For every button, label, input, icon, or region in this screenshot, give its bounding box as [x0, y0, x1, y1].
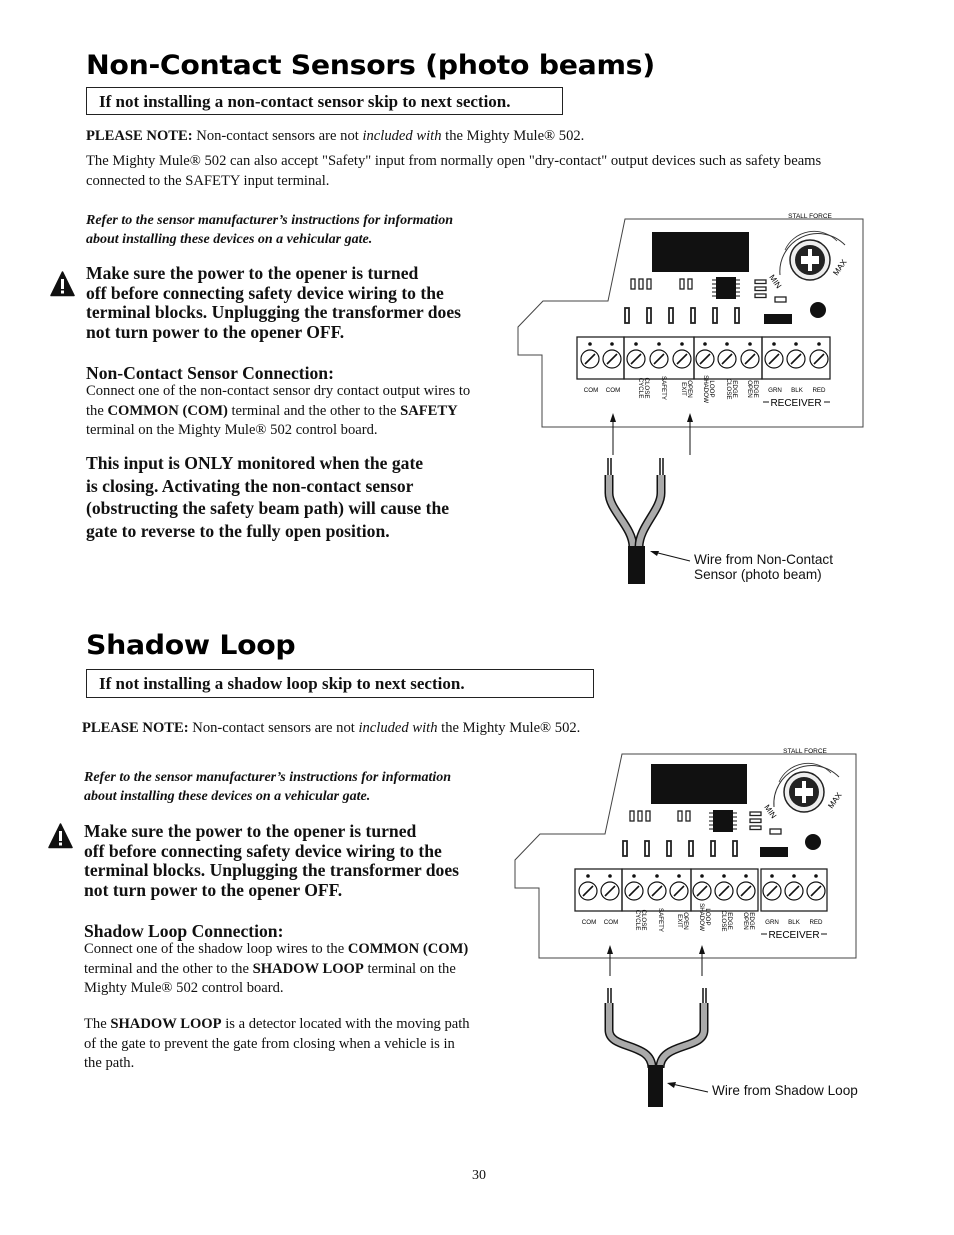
com-label: COM	[583, 387, 599, 394]
cycle-close-label: CYCLE	[637, 377, 644, 399]
cable-1	[608, 458, 663, 547]
min-label: MIN	[767, 272, 784, 291]
terminal-labels	[582, 903, 823, 932]
connection-line: terminal on the Mighty Mule® 502 control board.	[86, 422, 378, 438]
please-note-italic: included with	[358, 720, 438, 736]
stall-force-label: STALL FORCE	[783, 748, 827, 755]
shadow-loop-label: LOOP	[704, 908, 711, 926]
max-label: MAX	[831, 257, 849, 278]
connection-line: Connect one of the non-contact sensor dry contact output wires to	[86, 383, 471, 399]
shadow-loop-label: SHADOW	[702, 375, 709, 403]
shadow-loop-label: LOOP	[708, 380, 715, 398]
connection-heading: Shadow Loop Connection:	[84, 921, 284, 941]
cable-jacket	[648, 1065, 663, 1107]
please-note	[82, 719, 580, 739]
open-edge-label: EDGE	[752, 380, 759, 398]
text-span: the	[86, 402, 108, 419]
refer-line: about installing these devices on a vehicular gate.	[84, 789, 371, 804]
arrows	[613, 418, 690, 455]
text-span: Connect one of the shadow loop wires to the	[84, 941, 348, 957]
warning-line: off before connecting safety device wiring to the	[84, 840, 442, 861]
text-span: The	[84, 1016, 111, 1032]
description-line: the path.	[84, 1055, 135, 1071]
led	[805, 834, 821, 850]
com-label: COM	[581, 919, 597, 926]
arrows	[610, 950, 702, 976]
page-number: 30	[472, 1168, 486, 1183]
warning-text	[86, 264, 461, 342]
close-edge-label: CLOSE	[725, 378, 732, 400]
chip	[713, 810, 733, 832]
exit-open-label: EXIT	[676, 914, 683, 928]
blk-label: BLK	[791, 387, 803, 394]
refer-note	[84, 768, 451, 806]
monitor-line: gate to reverse to the fully open position.	[86, 520, 390, 541]
display-block	[652, 232, 749, 272]
text-bold: SHADOW LOOP	[252, 960, 364, 977]
grn-label: GRN	[768, 387, 782, 394]
skip-note-box: If not installing a shadow loop skip to next section.	[86, 669, 594, 698]
connection-line	[86, 402, 506, 422]
exit-open-label: OPEN	[686, 380, 693, 398]
component-row-2	[623, 841, 737, 856]
please-note-italic: included with	[362, 128, 442, 144]
exit-open-label: EXIT	[680, 382, 687, 396]
cycle-close-label: CLOSE	[643, 377, 650, 399]
component-row-2	[625, 308, 739, 323]
component-row-1	[630, 811, 781, 834]
refer-line: about installing these devices on a vehicular gate.	[86, 232, 373, 247]
control-board-diagram-2	[512, 740, 862, 1112]
close-edge-label: CLOSE	[720, 910, 727, 932]
text-bold: SAFETY	[400, 402, 458, 419]
led	[810, 302, 826, 318]
refer-note	[86, 211, 453, 249]
text-span: terminal and the other to the	[84, 960, 253, 977]
please-note-label: PLEASE NOTE:	[86, 128, 193, 144]
warning-line: off before connecting safety device wiring to the	[86, 282, 444, 303]
red-label: RED	[809, 919, 823, 926]
receiver-label: RECEIVER	[768, 930, 820, 941]
grn-label: GRN	[765, 919, 779, 926]
connection-paragraph	[86, 382, 506, 441]
refer-line: Refer to the sensor manufacturer’s instructions for information	[84, 770, 452, 785]
text-bold: COMMON (COM)	[347, 941, 469, 957]
warning-line: not turn power to the opener OFF.	[84, 879, 343, 900]
text-span: terminal on the	[363, 960, 456, 977]
please-note-text-end: the Mighty Mule® 502.	[437, 720, 581, 736]
connection-heading: Non-Contact Sensor Connection:	[86, 363, 334, 383]
monitor-line: (obstructing the safety beam path) will cause the	[86, 498, 450, 519]
connection-paragraph	[84, 940, 504, 999]
close-edge-label: EDGE	[726, 912, 733, 930]
cable-2	[608, 988, 706, 1068]
refer-line: Refer to the sensor manufacturer’s instructions for information	[86, 213, 454, 228]
safety-label: SAFETY	[657, 907, 664, 933]
intro-line: connected to the SAFETY input terminal.	[86, 172, 330, 189]
terminal-dots	[588, 342, 821, 346]
text-span: is a detector located with the moving path	[221, 1016, 470, 1032]
warning-line: terminal blocks. Unplugging the transformer does	[86, 302, 462, 323]
text-bold: SHADOW LOOP	[110, 1016, 222, 1032]
wire-label-line: Sensor (photo beam)	[694, 567, 822, 582]
warning-triangle-icon	[50, 271, 75, 297]
stall-force-label: STALL FORCE	[788, 213, 832, 220]
close-edge-label: EDGE	[731, 380, 738, 398]
warning-line: Make sure the power to the opener is turned	[84, 821, 417, 841]
shadow-loop-description	[84, 1015, 504, 1074]
cable-jacket	[628, 546, 645, 584]
com-label: COM	[603, 919, 619, 926]
control-board-diagram-1	[515, 205, 865, 595]
jumper-block	[760, 847, 788, 857]
please-note-text-end: the Mighty Mule® 502.	[441, 128, 585, 144]
cycle-close-label: CYCLE	[634, 909, 641, 931]
monitor-note	[86, 452, 449, 542]
warning-triangle-icon	[48, 823, 73, 849]
wire-label-1	[694, 552, 833, 582]
connection-line	[84, 960, 504, 980]
label-leader	[654, 552, 690, 561]
please-note-text: Non-contact sensors are not	[188, 720, 359, 736]
receiver-label: RECEIVER	[770, 398, 822, 409]
connection-line: Mighty Mule® 502 control board.	[84, 980, 284, 996]
cycle-close-label: CLOSE	[640, 909, 647, 931]
monitor-line: This input is ONLY monitored when the gate	[86, 453, 424, 473]
warning-text	[84, 822, 459, 900]
skip-note-box: If not installing a non-contact sensor skip to next section.	[86, 87, 563, 115]
open-edge-label: OPEN	[746, 380, 753, 398]
monitor-line: is closing. Activating the non-contact sensor	[86, 475, 414, 496]
safety-label: SAFETY	[660, 375, 667, 401]
com-label: COM	[605, 387, 621, 394]
please-note-label: PLEASE NOTE:	[82, 720, 189, 736]
shadow-loop-label: SHADOW	[698, 903, 705, 931]
display-block	[651, 764, 747, 804]
section-heading-shadow-loop: Shadow Loop	[86, 630, 296, 661]
connection-line	[84, 940, 504, 960]
chip	[716, 277, 736, 299]
blk-label: BLK	[788, 919, 800, 926]
description-line	[84, 1015, 504, 1035]
section-heading-non-contact: Non-Contact Sensors (photo beams)	[86, 50, 655, 81]
terminal-dots	[586, 874, 818, 878]
max-label: MAX	[826, 790, 844, 811]
jumper-block	[764, 314, 792, 324]
warning-line: terminal blocks. Unplugging the transformer does	[84, 860, 460, 881]
intro-line: The Mighty Mule® 502 can also accept "Safety" input from normally open "dry-contact" output devices such as safety beams	[86, 153, 822, 169]
component-row-1	[631, 279, 786, 302]
open-edge-label: EDGE	[748, 912, 755, 930]
exit-open-label: OPEN	[682, 912, 689, 930]
wire-label-line: Wire from Non-Contact	[694, 552, 833, 567]
open-edge-label: OPEN	[742, 912, 749, 930]
please-note	[86, 127, 584, 147]
red-label: RED	[812, 387, 826, 394]
warning-line: Make sure the power to the opener is turned	[86, 263, 419, 283]
min-label: MIN	[762, 802, 779, 821]
text-span: terminal and the other to the	[227, 402, 401, 419]
please-note-text: Non-contact sensors are not	[192, 128, 363, 144]
text-bold: COMMON (COM)	[107, 402, 228, 419]
label-leader	[672, 1084, 708, 1092]
wire-label-2: Wire from Shadow Loop	[712, 1083, 858, 1098]
warning-line: not turn power to the opener OFF.	[86, 321, 345, 342]
description-line: of the gate to prevent the gate from closing when a vehicle is in	[84, 1035, 455, 1052]
intro-paragraph	[86, 152, 916, 191]
